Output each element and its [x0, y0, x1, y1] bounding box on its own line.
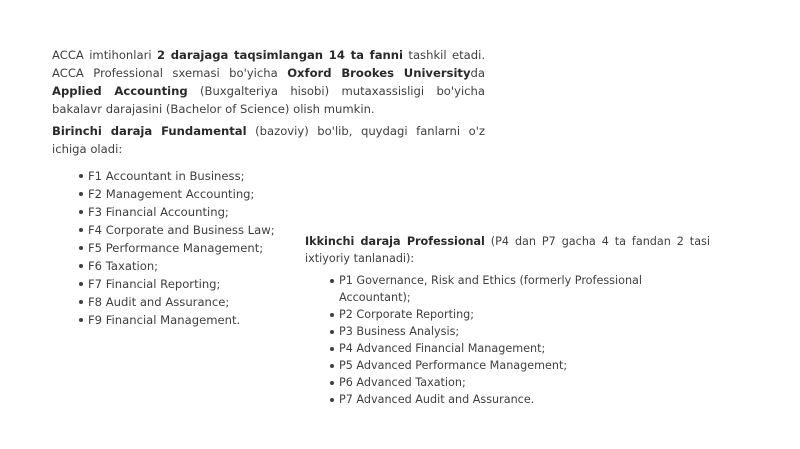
list-item: F4 Corporate and Business Law;: [79, 221, 485, 239]
list-item: F1 Accountant in Business;: [79, 167, 485, 185]
list-item: P4 Advanced Financial Management;: [330, 340, 710, 357]
intro-bold-1: 2 darajaga taqsimlangan 14 ta fanni: [156, 48, 404, 62]
level1-paragraph: [52, 122, 485, 158]
list-item: F3 Financial Accounting;: [79, 203, 485, 221]
level2-title: Ikkinchi daraja Professional: [305, 235, 485, 248]
level2-paragraph: [305, 233, 710, 267]
intro-paragraph: [52, 46, 485, 118]
list-item: P5 Advanced Performance Management;: [330, 357, 710, 374]
intro-text-3: da: [470, 66, 486, 80]
list-item: F6 Taxation;: [79, 257, 485, 275]
right-column: [305, 233, 710, 408]
list-item: P2 Corporate Reporting;: [330, 306, 710, 323]
intro-text-2: tashkil etadi. ACCA Professional sxemasi bo'yicha: [52, 48, 486, 80]
professional-subjects-list: [305, 272, 710, 408]
level1-title: Birinchi daraja Fundamental: [52, 124, 247, 138]
list-item: F8 Audit and Assurance;: [79, 293, 485, 311]
list-item: F2 Management Accounting;: [79, 185, 485, 203]
intro-text-4: (Buxgalteriya hisobi) mutaxassisligi bo'yicha bakalavr darajasini (Bachelor of Science) olish mumkin.: [52, 84, 485, 116]
intro-bold-specialty: Applied Accounting: [52, 84, 188, 98]
level1-text: (bazoviy) bo'lib, quydagi fanlarni o'z ichiga oladi:: [52, 124, 486, 156]
level2-text: (P4 dan P7 gacha 4 ta fandan 2 tasi ixtiyoriy tanlanadi):: [305, 235, 710, 265]
list-item: F5 Performance Management;: [79, 239, 485, 257]
list-item: P7 Advanced Audit and Assurance.: [330, 391, 710, 408]
list-item: F9 Financial Management.: [79, 311, 485, 329]
intro-bold-university: Oxford Brookes University: [287, 66, 471, 80]
list-item: P3 Business Analysis;: [330, 323, 710, 340]
list-item: F7 Financial Reporting;: [79, 275, 485, 293]
intro-text-1: ACCA imtihonlari: [52, 48, 157, 62]
list-item: P1 Governance, Risk and Ethics (formerly Professional Accountant);: [330, 272, 710, 306]
list-item: P6 Advanced Taxation;: [330, 374, 710, 391]
